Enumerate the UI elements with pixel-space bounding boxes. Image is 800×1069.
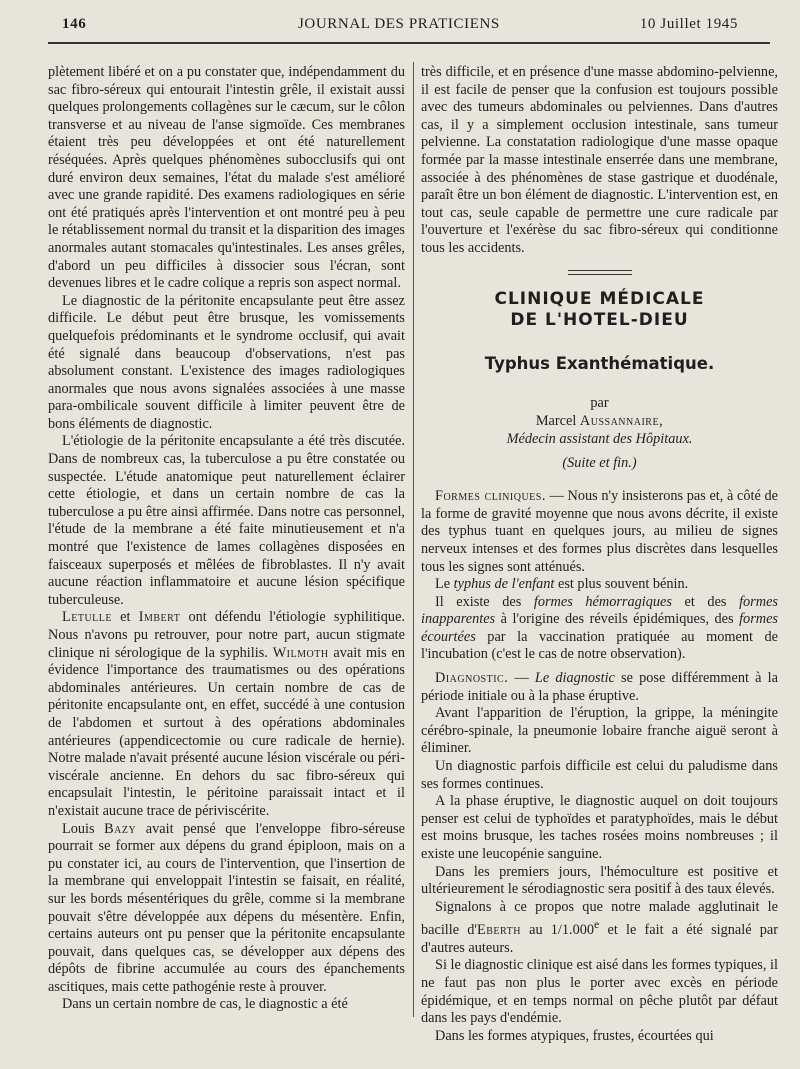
article-title: Typhus Exanthématique. <box>484 353 715 373</box>
paragraph: L'étiologie de la péritonite encapsulante a été très discutée. Dans de nombreux cas, la tuberculose a pu être constatée ou suspectée. L'étude anatomique peut naturellement éclairer cette étiologie, et dans un certain nombre de cas la tuberculose a pu être ainsi affirmée. Dans notre cas personnel, l'étude de la membrane a été faite minutieusement et n'a montré que l'existence de lames collagènes disposées en faisceaux superposés et mêlées de fibroblastes. Il n'y avait aucune réaction inflammatoire et aucune lésion spécifique tuberculeuse. <box>48 433 405 608</box>
text-run: au 1/1.000 <box>520 922 595 939</box>
italic-run: typhus de l'enfant <box>453 576 555 593</box>
paragraph: Dans les premiers jours, l'hémoculture est positive et ultérieurement le sérodiagnostic sera positif à des taux élevés. <box>421 863 778 898</box>
italic-run: Le diagnostic <box>534 670 615 687</box>
column-divider <box>413 62 414 1017</box>
author-name: Letulle <box>62 609 112 626</box>
author-name: Bazy <box>104 820 137 837</box>
paragraph <box>48 609 405 820</box>
author-first-name: Marcel <box>535 413 580 430</box>
text-run: Il existe des <box>435 593 534 610</box>
paragraph <box>421 488 778 576</box>
paragraph: Dans un certain nombre de cas, le diagnostic a été <box>62 996 348 1013</box>
paragraph <box>421 899 778 958</box>
text-run: ont défendu l'étiologie syphilitique. Nous n'avons pu retrouver, pour notre part, aucun stigmate clinique ni sérologique de la syphilis. <box>48 609 405 661</box>
italic-run: formes écourtées <box>421 611 778 645</box>
author-name: Wilmoth <box>272 644 329 661</box>
text-run: avait pensé que l'enveloppe fibro-séreuse pourrait se former aux dépens du grand épiploon, mais on a pu constater ici, au cours de l'intervention, que l'insertion de la membrane qui enveloppait l'intestin se faisait, en réalité, sur les bords mésentériques du grêle, comme si la membrane pouvait s'être développée aux dépens du mésentère. Enfin, certains auteurs ont pu penser que la péritonite encapsulante pouvait, dans quelques cas, se développer aux dépens des dépôts de fibrine accumulée au cours des épanchements ascitiques, mais cette pathogénie reste à prouver. <box>48 820 405 995</box>
text-run: est plus souvent bénin. <box>554 576 689 593</box>
continuation-note: (Suite et fin.) <box>562 455 637 472</box>
author-name: Eberth <box>477 922 521 939</box>
superscript: e <box>594 917 600 932</box>
left-column <box>48 64 405 1014</box>
paragraph: plètement libéré et on a pu constater que, indépendamment du sac fibro-séreux qui entourait l'intestin grêle, il existait aussi quelques prolongements collagènes sur le cæcum, sur le côlon transverse et au niveau de l'anse sigmoïde. Ces membranes étaient très peu développées et ont été naturellement réséquées. Après quelques phénomènes subocclusifs qui ont duré environ deux semaines, l'état du malade s'est amélioré avec une grande rapidité. Des examens radiologiques en série ont été pratiqués après l'intervention et ont montré peu à peu le rétablissement normal du transit et la disparition des images anormales autant stomacales qu'intestinales. Les anses grêles, d'abord un peu difficiles à dissocier sous l'écran, sont devenues libres et le cadre colique a repris son aspect normal. <box>48 64 405 292</box>
author-name: Imbert <box>138 609 181 626</box>
text-run: Louis <box>62 820 105 837</box>
right-column <box>421 64 778 1045</box>
paragraph: Si le diagnostic clinique est aisé dans les formes typiques, il ne faut pas non plus le porter avec excès en période épidémique, et en temps normal on pêche plutôt par défaut dans les pays d'endémie. <box>421 957 778 1027</box>
text-run: par la vaccination pratiquée au moment de l'incubation (c'est le cas de notre observation). <box>421 628 778 663</box>
section-title: CLINIQUE MÉDICALE <box>494 288 705 309</box>
paragraph: Avant l'apparition de l'éruption, la grippe, la méningite cérébro-spinale, la pneumonie lobaire franche aiguë seront à éliminer. <box>421 705 778 757</box>
paragraph: très difficile, et en présence d'une masse abdomino-pelvienne, il est facile de penser que la confusion est toujours possible avec des tumeurs abdominales ou pelviennes. Dans d'autres cas, il y a simplement occlusion intestinale, sans tumeur pelvienne. La constatation radiologique d'une masse opaque formée par la masse intestinale enserrée dans une membrane, associée à des phénomènes de stase gastrique et duodénale, paraît être un bon élément de diagnostic. L'intervention est, en tout cas, seule capable de permettre une cure radicale par l'ouverture et l'exérèse du sac fibro-séreux qui conditionne tous les accidents. <box>421 64 778 256</box>
page-header <box>48 16 768 40</box>
italic-run: formes inapparentes <box>421 593 778 628</box>
section-separator <box>568 270 632 275</box>
text-run: et le fait a été signalé par d'autres auteurs. <box>421 922 778 956</box>
text-run: et des <box>671 593 740 610</box>
subheading: Formes cliniques. <box>435 488 546 505</box>
paragraph: Le diagnostic de la péritonite encapsulante peut être assez difficile. Le début peut être brusque, les vomissements quelquefois prédominants et le syndrome occlusif, qui avait été signalé dans beaucoup d'observations, n'est pas absolument constant. L'existence des images radiologiques anormales que nous avons signalées associées à une masse para-ombilicale souvent difficile à limiter peuvent être de bons éléments de diagnostic. <box>48 292 405 432</box>
author-role: Médecin assistant des Hôpitaux. <box>506 431 693 448</box>
text-run: avait mis en évidence l'importance des traumatismes ou des opérations abdominales antérieures. Un certain nombre de cas de péritonite encapsulante ont, en effet, succédé à une contusion de l'abdomen et surtout à des opérations abdominales antérieures (appendicectomie ou cure radicale de hernie). Notre malade n'avait présenté aucune lésion viscérale ou péri-viscérale ancienne. En dehors du sac fibro-séreux qui encapsulait l'intestin, le péritoine paraissait intact et il n'existait aucune trace de périviscérite. <box>48 644 405 819</box>
text-run: — Nous n'y insisterons pas et, à côté de la forme de gravité moyenne que nous avons décrite, il existe des typhus tuant en quelques jours, au milieu de signes nerveux intenses et des formes plus discrètes dans lesquelles tous les signes sont atténués. <box>421 488 778 575</box>
author <box>421 412 778 430</box>
journal-title: JOURNAL DES PRATICIENS <box>298 16 500 32</box>
author-last-name: Aussannaire, <box>579 413 664 430</box>
paragraph: Un diagnostic parfois difficile est celui du paludisme dans ses formes continues. <box>421 758 778 792</box>
text-run: à l'origine des réveils épidémiques, des <box>495 611 740 628</box>
paragraph: Dans les formes atypiques, frustes, écourtées qui <box>435 1027 714 1044</box>
byline <box>421 394 778 472</box>
header-rule <box>48 42 770 44</box>
subheading: Diagnostic. <box>435 670 509 687</box>
byline-par: par <box>590 395 609 412</box>
text-run: — <box>508 670 535 687</box>
text-run: se pose différemment à la période initiale ou à la phase éruptive. <box>421 670 778 704</box>
paragraph <box>421 576 778 594</box>
section-subtitle: DE L'HOTEL-DIEU <box>510 309 689 330</box>
paragraph: A la phase éruptive, le diagnostic auquel on doit toujours penser est celui de typhoïdes et paratyphoïdes, mais le début est moins brusque, les taches rosées moins nombreuses ; il existe une leucopénie sanguine. <box>421 793 778 862</box>
paragraph <box>48 821 405 997</box>
paragraph <box>421 594 778 664</box>
text-run: Le <box>435 576 454 593</box>
paragraph <box>421 670 778 705</box>
italic-run: formes hémorragiques <box>533 593 672 610</box>
text-run: Signalons à ce propos que notre malade agglutinait le bacille d' <box>421 898 778 939</box>
text-run: et <box>112 609 139 626</box>
page-number: 146 <box>62 16 87 32</box>
issue-date: 10 Juillet 1945 <box>639 16 738 32</box>
